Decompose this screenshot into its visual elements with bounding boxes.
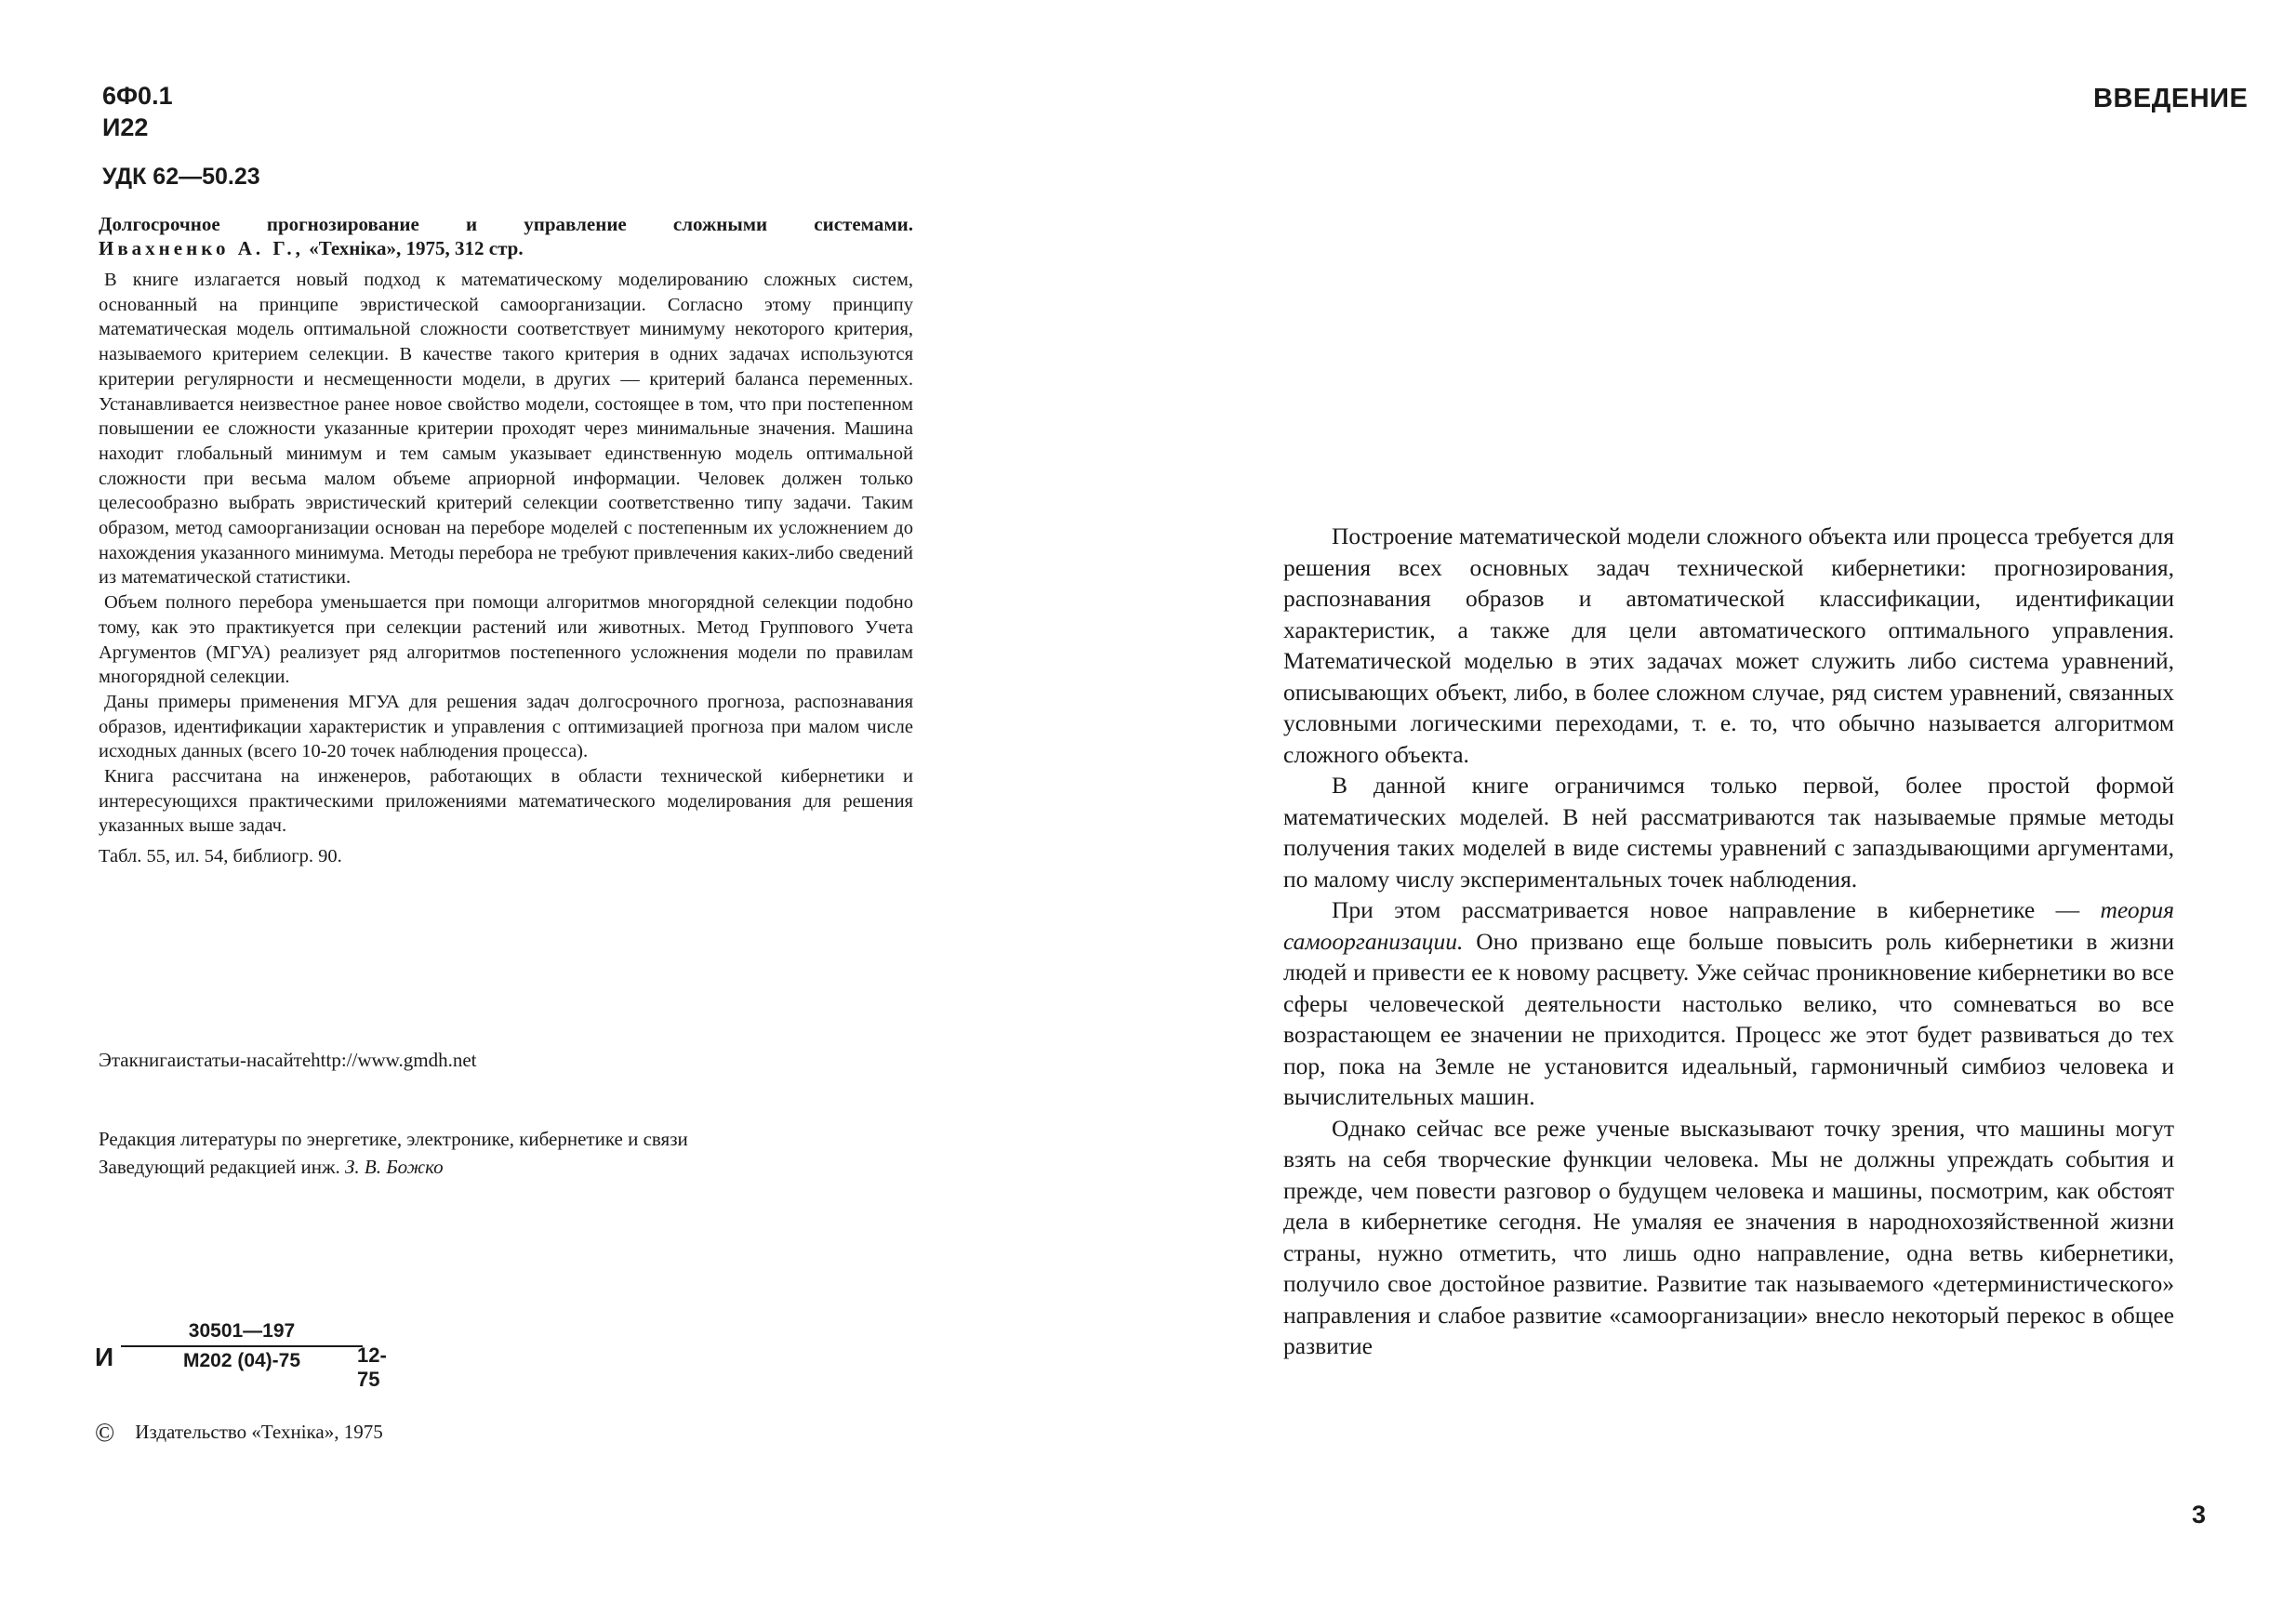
imprint-letter: И bbox=[95, 1343, 114, 1371]
imprint-code bbox=[95, 1320, 392, 1391]
editorial-head-label: Заведующий редакцией инж. bbox=[99, 1156, 340, 1178]
book-title: Долгосрочное прогнозирование и управление сложными системами. bbox=[99, 213, 913, 235]
abstract-paragraph: В книге излагается новый подход к математическому моделированию сложных систем, основанный на принципе эвристической самоорганизации. Согласно этому принципу математическая модель оптимальной сложности соответствует минимуму некоторого критерия, называемого критерием селекции. В качестве такого критерия в одних задачах используются критерии регулярности и несмещенности модели, в других — критерий баланса переменных. Устанавливается неизвестное ранее новое свойство модели, состоящее в том, что при постепенном повышении ее сложности указанные критерии проходят через минимальные значения. Машина находит глобальный минимум и тем самым указывает единственную модель оптимальной сложности при весьма малом объеме априорной информации. Человек должен только целесообразно выбрать эвристический критерий селекции соответственно типу задачи. Таким образом, метод самоорганизации основан на переборе моделей с постепенным их усложнением до нахождения указанного минимума. Методы перебора не требуют привлечения каких-либо сведений из математической статистики. bbox=[99, 270, 913, 589]
publisher-details: «Техніка», 1975, 312 стр. bbox=[309, 237, 524, 259]
body-paragraph: В данной книге ограничимся только первой, более простой формой математических моделей. В ней рассматриваются так называемые прямые методы получения таких моделей в виде системы уравнений с запаздывающими аргументами, по малому числу экспериментальных точек наблюдения. bbox=[1283, 772, 2174, 893]
editorial-info bbox=[99, 1125, 688, 1181]
right-page bbox=[1148, 0, 2296, 1601]
introduction-body bbox=[1283, 521, 2174, 1362]
bibliographic-entry bbox=[99, 212, 913, 260]
page-number: 3 bbox=[2192, 1501, 2207, 1528]
classification-index bbox=[102, 80, 173, 143]
editorial-head-name: З. В. Божко bbox=[344, 1156, 444, 1178]
web-note: Этакнигаистатьи-насайтеhttp://www.gmdh.net bbox=[99, 1049, 477, 1071]
abstract bbox=[99, 268, 913, 869]
paragraph-continuation: Оно призвано еще больше повысить роль кибернетики в жизни людей и привести ее к новому расцвету. Уже сейчас проникновение кибернетики во все сферы человеческой деятельности настолько велико, что сомневаться во все возрастающем ее значении не приходится. Процесс же этот будет развиваться до тех пор, пока на Земле не установится идеальный, гармоничный симбиоз человека и вычислительных машин. bbox=[1283, 927, 2174, 1110]
chapter-title: ВВЕДЕНИЕ bbox=[2093, 84, 2249, 113]
imprint-suffix: 12-75 bbox=[357, 1343, 387, 1391]
emphasis-term: теория самоорганизации. bbox=[1283, 896, 2175, 955]
editorial-office: Редакция литературы по энергетике, электронике, кибернетике и связи bbox=[99, 1128, 688, 1150]
imprint-denominator: М202 (04)-75 bbox=[182, 1350, 301, 1371]
abstract-paragraph: Книга рассчитана на инженеров, работающих в области технической кибернетики и интересующихся практическими приложениями математического моделирования для решения указанных выше задач. bbox=[99, 766, 913, 837]
body-paragraph: Однако сейчас все реже ученые высказывают точку зрения, что машины могут взять на себя творческие функции человека. Мы не должны упреждать события и прежде, чем повести разговор о будущем человека и машины, посмотрим, как обстоят дела в кибернетике сегодня. Не умаляя ее значения в народнохозяйственной жизни страны, нужно отметить, что лишь одно направление, одна ветвь кибернетики, получило свое достойное развитие. Развитие так называемого «детерминистического» направления и слабое развитие «самоорганизации» внесло некоторый перекос в общее развитие bbox=[1283, 1114, 2174, 1359]
abstract-paragraph: Объем полного перебора уменьшается при помощи алгоритмов многорядной селекции подобно тому, как это практикуется при селекции растений или животных. Метод Группового Учета Аргументов (МГУА) реализует ряд алгоритмов постепенного усложнения модели по правилам многорядной селекции. bbox=[99, 592, 913, 688]
abstract-paragraph: Даны примеры применения МГУА для решения задач долгосрочного прогноза, распознавания образов, идентификации характеристик и управления с оптимизацией прогноза при малом числе исходных данных (всего 10-20 точек наблюдения процесса). bbox=[99, 691, 913, 762]
imprint-fraction bbox=[130, 1320, 353, 1372]
author-mark: И22 bbox=[102, 113, 149, 141]
body-paragraph: Построение математической модели сложного объекта или процесса требуется для решения всех основных задач технической кибернетики: прогнозирования, распознавания образов и автоматической классификации, идентификации характеристик, а также для цели автоматического оптимального управления. Математической моделью в этих задачах может служить либо система уравнений, описывающих объект, либо, в более сложном случае, ряд систем уравнений, связанных условными логическими переходами, т. е. то, что обычно называется алгоритмом сложного объекта. bbox=[1283, 523, 2174, 768]
paragraph-lead: При этом рассматривается новое направление в кибернетике — bbox=[1332, 896, 2080, 923]
author-name: Ивахненко А. Г., bbox=[99, 237, 304, 259]
udc-code: УДК 62—50.23 bbox=[102, 164, 260, 190]
copyright-icon: © bbox=[95, 1419, 115, 1448]
imprint-numerator: 30501—197 bbox=[188, 1320, 296, 1342]
bbk-code: 6Ф0.1 bbox=[102, 82, 173, 110]
tables-figures-count: Табл. 55, ил. 54, библиогр. 90. bbox=[99, 846, 342, 867]
editorial-head bbox=[99, 1153, 688, 1181]
author-publisher-line bbox=[99, 236, 913, 260]
body-paragraph bbox=[1283, 894, 2174, 1113]
copyright-line bbox=[95, 1419, 383, 1449]
copyright-text: Издательство «Техніка», 1975 bbox=[135, 1421, 383, 1443]
